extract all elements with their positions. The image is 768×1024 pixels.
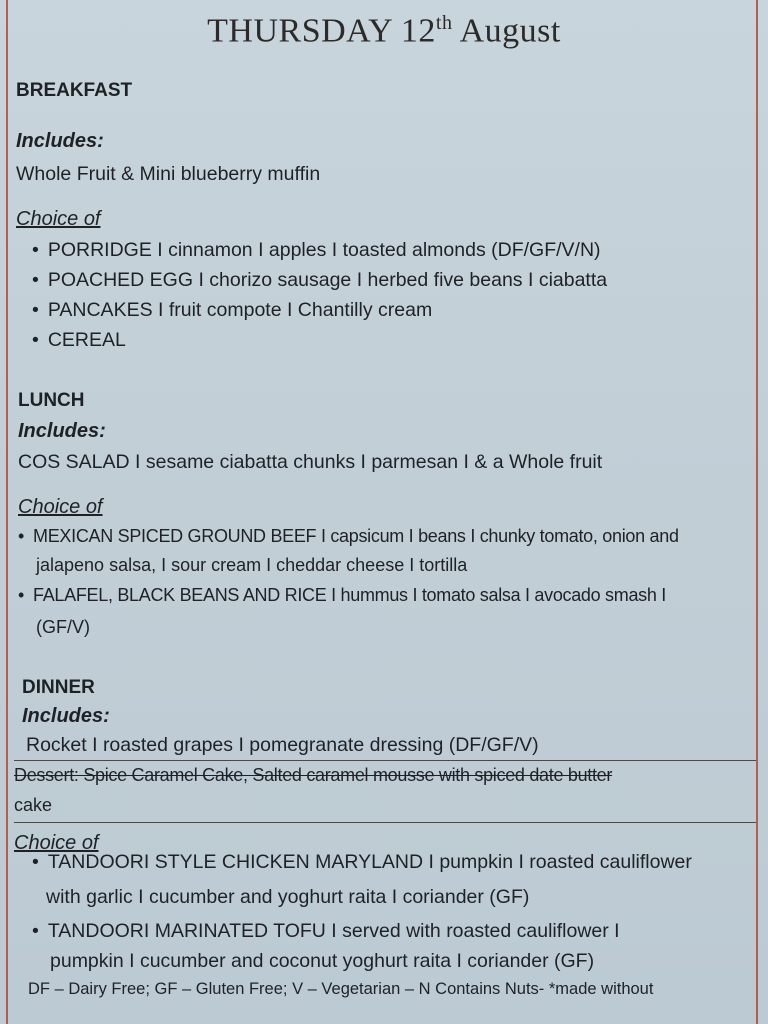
breakfast-item: • POACHED EGG I chorizo sausage I herbed five beans I ciabatta xyxy=(32,269,607,292)
dinner-item-cont: with garlic I cucumber and yoghurt raita I coriander (GF) xyxy=(46,886,530,908)
breakfast-item: • PORRIDGE I cinnamon I apples I toasted almonds (DF/GF/V/N) xyxy=(32,239,601,262)
dinner-choice-label: Choice of xyxy=(14,832,99,854)
lunch-item-cont: jalapeno salsa, I sour cream I cheddar cheese I tortilla xyxy=(36,555,468,575)
breakfast-item: • CEREAL xyxy=(32,329,126,352)
left-margin-line xyxy=(6,0,8,1024)
lunch-item: • FALAFEL, BLACK BEANS AND RICE I hummus I tomato salsa I avocado smash I xyxy=(18,585,666,606)
dinner-item: • TANDOORI MARINATED TOFU I served with roasted cauliflower I xyxy=(32,920,620,943)
dinner-heading: DINNER xyxy=(22,677,95,698)
breakfast-choice-label: Choice of xyxy=(16,208,101,230)
lunch-includes-text: COS SALAD I sesame ciabatta chunks I parmesan I & a Whole fruit xyxy=(18,451,603,473)
lunch-heading: LUNCH xyxy=(18,390,85,411)
breakfast-heading: BREAKFAST xyxy=(16,80,133,101)
lunch-choice-label: Choice of xyxy=(18,496,103,518)
title-suffix: th xyxy=(435,12,453,34)
dinner-includes-text: Rocket I roasted grapes I pomegranate dressing (DF/GF/V) xyxy=(26,734,539,756)
dinner-includes-label: Includes: xyxy=(22,705,110,727)
title-day: THURSDAY 12 xyxy=(207,12,436,50)
lunch-includes-label: Includes: xyxy=(18,420,106,442)
breakfast-includes-text: Whole Fruit & Mini blueberry muffin xyxy=(16,163,321,185)
breakfast-item: • PANCAKES I fruit compote I Chantilly cream xyxy=(32,299,432,322)
divider-line xyxy=(14,760,756,761)
dessert-text-cont: cake xyxy=(14,795,53,815)
dinner-item: • TANDOORI STYLE CHICKEN MARYLAND I pumpkin I roasted cauliflower xyxy=(32,851,692,874)
footnote: DF – Dairy Free; GF – Gluten Free; V – Vegetarian – N Contains Nuts- *made without xyxy=(28,980,654,998)
lunch-item-cont: (GF/V) xyxy=(36,617,90,637)
dessert-text: Dessert: Spice Caramel Cake, Salted caramel mousse with spiced date butter xyxy=(14,765,613,785)
lunch-item: • MEXICAN SPICED GROUND BEEF I capsicum I beans I chunky tomato, onion and xyxy=(18,526,679,547)
title-month: August xyxy=(459,12,561,50)
right-margin-line xyxy=(756,0,758,1024)
divider-line xyxy=(14,822,756,823)
page-title xyxy=(0,12,768,50)
breakfast-includes-label: Includes: xyxy=(16,130,104,152)
dinner-item-cont: pumpkin I cucumber and coconut yoghurt raita I coriander (GF) xyxy=(50,950,595,972)
